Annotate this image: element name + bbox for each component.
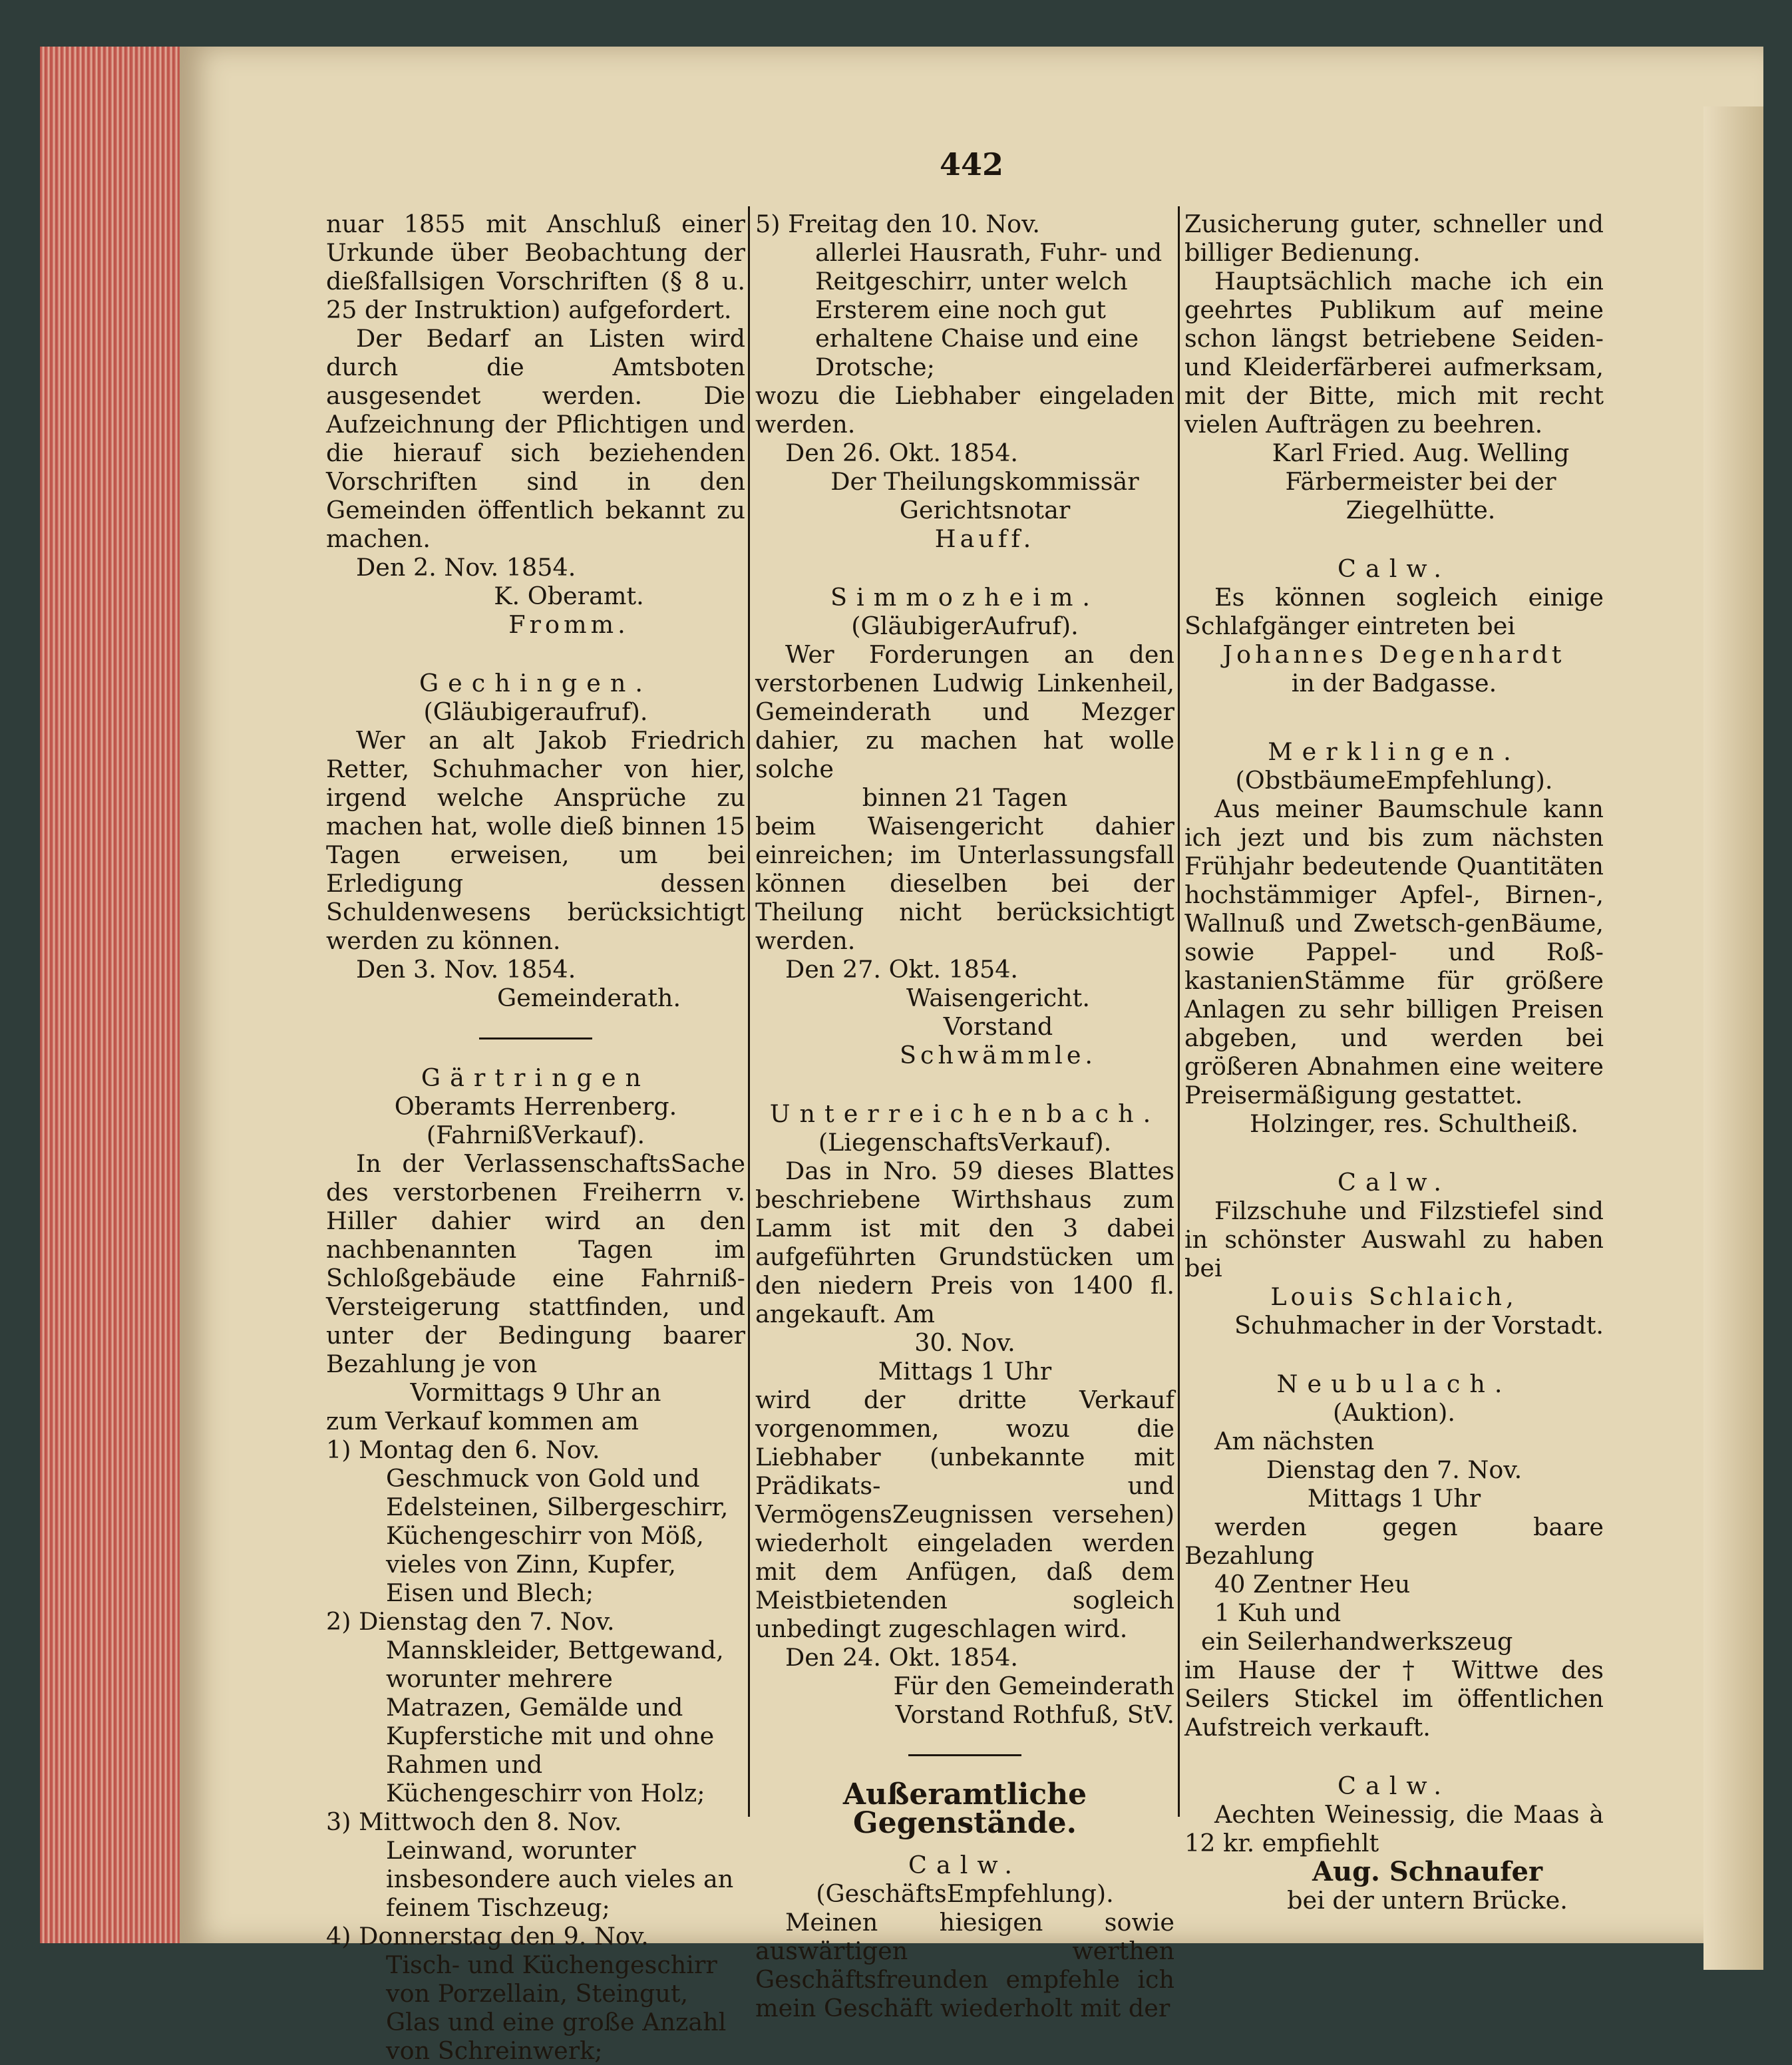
unterreichenbach-date: Den 24. Okt. 1854. [785,1643,1019,1672]
simmozheim-signature-a: Waisengericht. [906,984,1090,1012]
calw-1-signature-b: Färbermeister bei der Ziegelhütte. [1285,467,1556,524]
section-title: Außeramtliche Gegenstände. [842,1778,1087,1840]
section-separator [479,1037,592,1039]
neubulach-lead: Am nächsten [1214,1427,1375,1455]
neubulach-item-2: 1 Kuh und [1214,1598,1342,1627]
neubulach-subheading: (Auktion). [1333,1398,1455,1427]
calw-1-signature-a: Karl Fried. Aug. Welling [1272,439,1570,467]
sale-day-1: 1) Montag den 6. Nov. [326,1435,600,1464]
sale-items-1: Geschmuck von Gold und Edelsteinen, Silbergeschirr, Küchengeschirr von Möß, vieles von Zinn, Kupfer, Eisen und Blech; [386,1464,729,1607]
calw-3-trade: Schuhmacher in der Vorstadt. [1234,1311,1604,1340]
calw-1-heading: Calw. [908,1851,1021,1879]
sale-day-2: 2) Dienstag den 7. Nov. [326,1607,615,1636]
unterreichenbach-subheading: (LiegenschaftsVerkauf). [818,1128,1112,1157]
column-1 [326,210,745,2065]
gaertringen-heading: Gärtringen [421,1063,651,1092]
sale-items-3: Leinwand, worunter insbesondere auch vieles an feinem Tischzeug; [386,1836,734,1922]
calw-2-name: Johannes Degenhardt [1222,640,1566,669]
calw-3-body: Filzschuhe und Filzstiefel sind in schönster Auswahl zu haben bei [1184,1197,1604,1282]
neubulach-time: Mittags 1 Uhr [1307,1484,1481,1513]
calw-4-place: bei der untern Brücke. [1287,1886,1568,1915]
neubulach-day: Dienstag den 7. Nov. [1266,1455,1523,1484]
book-page-edges [40,47,193,1943]
calw-4-body: Aechten Weinessig, die Maas à 12 kr. empfiehlt [1184,1800,1604,1857]
sale-signature-c: Hauff. [934,524,1035,553]
calw-1-body-cont: Zusicherung guter, schneller und billiger Bedienung. [1184,210,1604,267]
simmozheim-deadline: binnen 21 Tagen [862,783,1068,812]
sale-items-5: allerlei Hausrath, Fuhr- und Reitgeschirr, unter welch Ersterem eine noch gut erhaltene Chaise und eine Drotsche; [815,238,1163,381]
calw-1-body: Meinen hiesigen sowie auswärtigen werthen Geschäftsfreunden empfehle ich mein Geschäft wiederholt mit der [755,1908,1174,2022]
simmozheim-body-2: beim Waisengericht dahier einreichen; im Unterlassungsfall können dieselben bei der Theilung nicht berücksichtigt werden. [755,812,1174,955]
notice-date: Den 2. Nov. 1854. [356,553,576,582]
calw-3-name: Louis Schlaich, [1270,1282,1518,1311]
neubulach-body: im Hause der † Wittwe des Seilers Stickel im öffentlichen Aufstreich verkauft. [1184,1656,1604,1742]
gaertringen-time: Vormittags 9 Uhr an [410,1378,661,1407]
neubulach-heading: Neubulach. [1276,1370,1512,1398]
gaertringen-subheading-1: Oberamts Herrenberg. [394,1092,677,1121]
neubulach-item-3: ein Seilerhandwerkszeug [1201,1627,1513,1656]
simmozheim-signature-b: Vorstand [943,1012,1053,1041]
merklingen-signature: Holzinger, res. Schultheiß. [1249,1109,1579,1138]
section-separator-2 [908,1754,1021,1756]
page-number: 442 [939,146,1004,182]
unterreichenbach-time: Mittags 1 Uhr [878,1357,1052,1386]
calw-4-heading: Calw. [1338,1772,1451,1800]
merklingen-heading: Merklingen. [1268,737,1521,766]
calw-2-place: in der Badgasse. [1291,669,1497,697]
sale-signature-b: Gerichtsnotar [899,496,1071,524]
simmozheim-body: Wer Forderungen an den verstorbenen Ludwig Linkenheil, Gemeinderath und Mezger dahier, zu machen hat wolle solche [755,640,1174,783]
notice-signature-name: Fromm. [508,610,629,639]
column-3 [1184,210,1604,1915]
unterreichenbach-body: Das in Nro. 59 dieses Blattes beschriebene Wirthshaus zum Lamm ist mit den 3 dabei aufgeführten Grundstücken um den niedern Preis von 1400 fl. angekauft. Am [755,1157,1174,1328]
gaertringen-lead: zum Verkauf kommen am [326,1407,639,1435]
unterreichenbach-body-2: wird der dritte Verkauf vorgenommen, wozu die Liebhaber (unbekannte mit Prädikats- und VermögensZeugnissen versehen) wiederholt eingeladen werden mit dem Anfügen, daß dem Meistbietenden sogleich unbedingt zugeschlagen wird. [755,1386,1174,1643]
simmozheim-heading: Simmozheim. [830,583,1100,612]
facing-page-edge [1703,106,1763,1970]
unterreichenbach-signature-a: Für den Gemeinderath [893,1672,1174,1700]
gechingen-signature: Gemeinderath. [496,984,681,1012]
calw-3-heading: Calw. [1338,1168,1451,1197]
calw-1-subheading: (GeschäftsEmpfehlung). [816,1879,1114,1908]
gechingen-body: Wer an alt Jakob Friedrich Retter, Schuhmacher von hier, irgend welche Ansprüche zu machen hat, wolle dieß binnen 15 Tagen erweisen, um bei Erledigung dessen Schuldenwesens berücksichtigt werden zu können. [326,726,745,955]
unterreichenbach-day: 30. Nov. [914,1328,1015,1357]
column-divider-2 [1178,206,1180,1817]
sale-closing: wozu die Liebhaber eingeladen werden. [755,381,1174,439]
sale-items-2: Mannskleider, Bettgewand, worunter mehrere Matrazen, Gemälde und Kupferstiche mit und ohne Rahmen und Küchengeschirr von Holz; [386,1636,724,1807]
sale-day-3: 3) Mittwoch den 8. Nov. [326,1807,622,1836]
sale-day-4: 4) Donnerstag den 9. Nov. [326,1922,649,1951]
notice-intro-text-2: Der Bedarf an Listen wird durch die Amtsboten ausgesendet werden. Die Aufzeichnung der Pflichtigen und die hierauf sich beziehenden Vorschriften sind in den Gemeinden öffentlich bekannt zu machen. [326,324,745,553]
calw-4-name: Aug. Schnaufer [1312,1856,1543,1887]
unterreichenbach-signature-b: Vorstand Rothfuß, StV. [895,1700,1174,1729]
column-divider-1 [748,206,750,1817]
merklingen-body: Aus meiner Baumschule kann ich jezt und bis zum nächsten Frühjahr bedeutende Quantitäten hochstämmiger Apfel-, Birnen-, Wallnuß und Zwetsch-genBäume, sowie Pappel- und Roß-kastanienStämme für größere Anlagen zu sehr billigen Preisen abgeben, und werden bei größeren Abnahmen eine weitere Preisermäßigung gestattet. [1184,795,1604,1109]
notice-intro-text: nuar 1855 mit Anschluß einer Urkunde über Beobachtung der dießfallsigen Vorschriften (§ 8 u. 25 der Instruktion) aufgefordert. [326,210,745,324]
calw-1-body-2: Hauptsächlich mache ich ein geehrtes Publikum auf meine schon längst betriebene Seiden- und Kleiderfärberei aufmerksam, mit der Bitte, mich mit recht vielen Aufträgen zu beehren. [1184,267,1604,439]
sale-day-5: 5) Freitag den 10. Nov. [755,210,1041,238]
gaertringen-body: In der VerlassenschaftsSache des verstorbenen Freiherrn v. Hiller dahier wird an den nachbenannten Tagen im Schloßgebäude eine Fahrniß-Versteigerung stattfinden, und unter der Bedingung baarer Bezahlung je von [326,1149,745,1378]
gechingen-heading: Gechingen. [419,669,652,697]
gaertringen-subheading-2: (FahrnißVerkauf). [426,1121,645,1149]
calw-2-body: Es können sogleich einige Schlafgänger eintreten bei [1184,583,1604,640]
unterreichenbach-heading: Unterreichenbach. [769,1099,1161,1128]
neubulach-item-1: 40 Zentner Heu [1214,1570,1411,1598]
gechingen-date: Den 3. Nov. 1854. [356,955,576,984]
neubulach-line: werden gegen baare Bezahlung [1184,1513,1604,1570]
simmozheim-subheading: (GläubigerAufruf). [851,612,1079,640]
notice-signature-office: K. Oberamt. [494,582,644,610]
calw-2-heading: Calw. [1338,554,1451,583]
sale-items-4: Tisch- und Küchengeschirr von Porzellain, Steingut, Glas und eine große Anzahl von Schreinwerk; [386,1951,727,2065]
gechingen-subheading: (Gläubigeraufruf). [423,697,648,726]
sale-date: Den 26. Okt. 1854. [785,439,1019,467]
merklingen-subheading: (ObstbäumeEmpfehlung). [1235,766,1553,795]
simmozheim-signature-c: Schwämmle. [899,1041,1097,1069]
column-2 [755,210,1174,2022]
simmozheim-date: Den 27. Okt. 1854. [785,955,1019,984]
sale-signature-a: Der Theilungskommissär [830,467,1139,496]
